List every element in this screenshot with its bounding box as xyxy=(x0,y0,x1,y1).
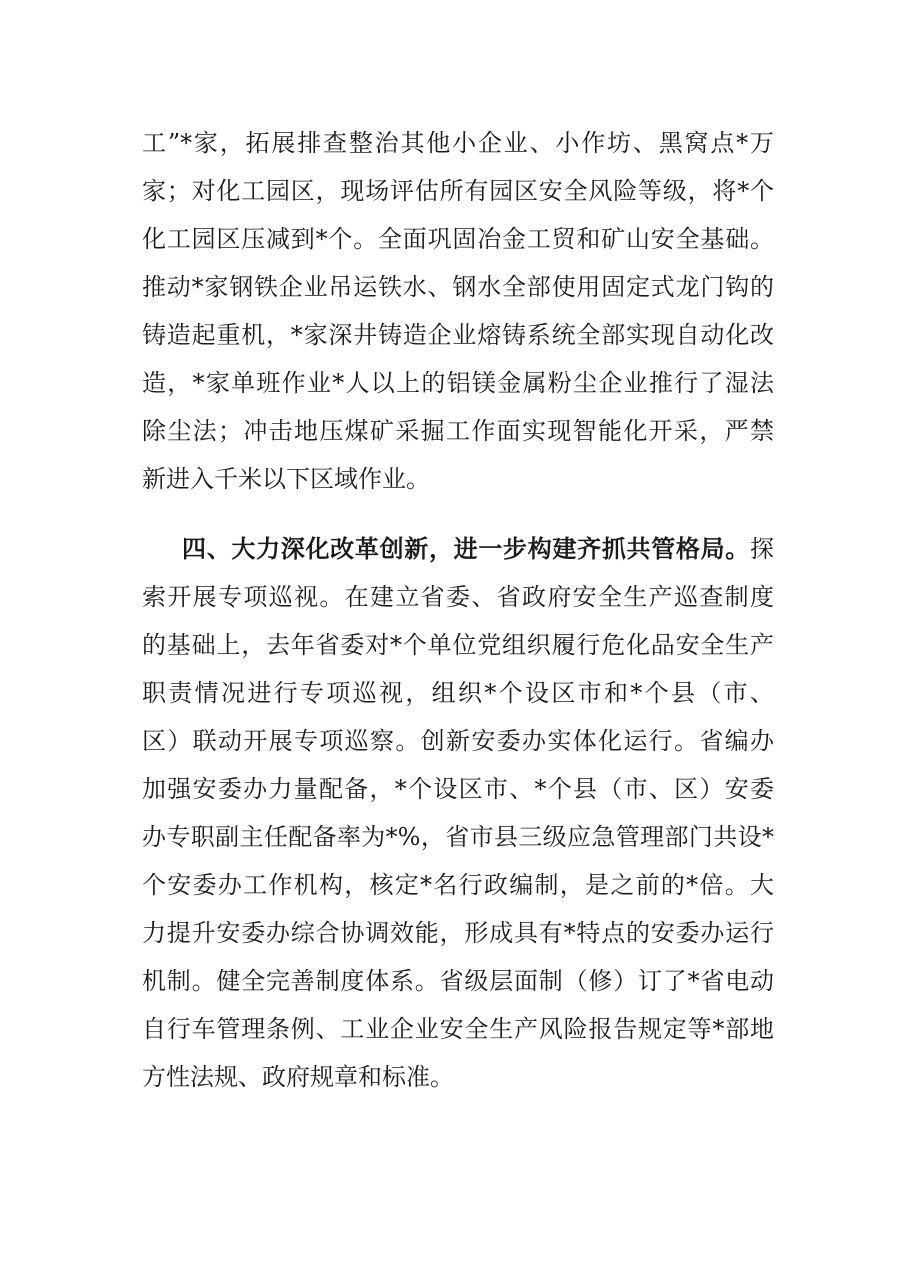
section-heading: 四、大力深化改革创新，进一步构建齐抓共管格局。 xyxy=(182,534,750,563)
text-line: 造，*家单班作业*人以上的铝镁金属粉尘企业推行了湿法 xyxy=(142,369,774,397)
text-line: 自行车管理条例、工业企业安全生产风险报告规定等*部地 xyxy=(142,1015,774,1043)
paragraph-spacer xyxy=(142,503,774,525)
text-line: 区）联动开展专项巡察。创新安委办实体化运行。省编办 xyxy=(142,727,774,755)
text-line: 加强安委办力量配备，*个设区市、*个县（市、区）安委 xyxy=(142,775,774,803)
text-line: 化工园区压减到*个。全面巩固冶金工贸和矿山安全基础。 xyxy=(142,225,774,253)
text-line: 铸造起重机，*家深井铸造企业熔铸系统全部实现自动化改 xyxy=(142,321,774,349)
paragraph-1 xyxy=(142,119,774,503)
text-line: 方性法规、政府规章和标准。 xyxy=(142,1063,454,1091)
text-line: 工”*家，拓展排查整治其他小企业、小作坊、黑窝点*万 xyxy=(142,129,774,157)
document-body xyxy=(142,119,774,1101)
heading-line-rest: 探 xyxy=(750,535,774,563)
text-line: 除尘法；冲击地压煤矿采掘工作面实现智能化开采，严禁 xyxy=(142,417,774,445)
paragraph-heading-line xyxy=(142,525,774,573)
text-line: 职责情况进行专项巡视，组织*个设区市和*个县（市、 xyxy=(142,679,774,707)
text-line: 机制。健全完善制度体系。省级层面制（修）订了*省电动 xyxy=(142,967,774,995)
text-line: 家；对化工园区，现场评估所有园区安全风险等级，将*个 xyxy=(142,177,774,205)
text-line: 新进入千米以下区域作业。 xyxy=(142,465,430,493)
text-line: 个安委办工作机构，核定*名行政编制，是之前的*倍。大 xyxy=(142,871,774,899)
text-line: 力提升安委办综合协调效能，形成具有*特点的安委办运行 xyxy=(142,919,774,947)
paragraph-2 xyxy=(142,525,774,1101)
text-line: 的基础上，去年省委对*个单位党组织履行危化品安全生产 xyxy=(142,631,774,659)
text-line: 办专职副主任配备率为*%，省市县三级应急管理部门共设* xyxy=(142,823,774,851)
text-line: 索开展专项巡视。在建立省委、省政府安全生产巡查制度 xyxy=(142,583,774,611)
text-line: 推动*家钢铁企业吊运铁水、钢水全部使用固定式龙门钩的 xyxy=(142,273,774,301)
